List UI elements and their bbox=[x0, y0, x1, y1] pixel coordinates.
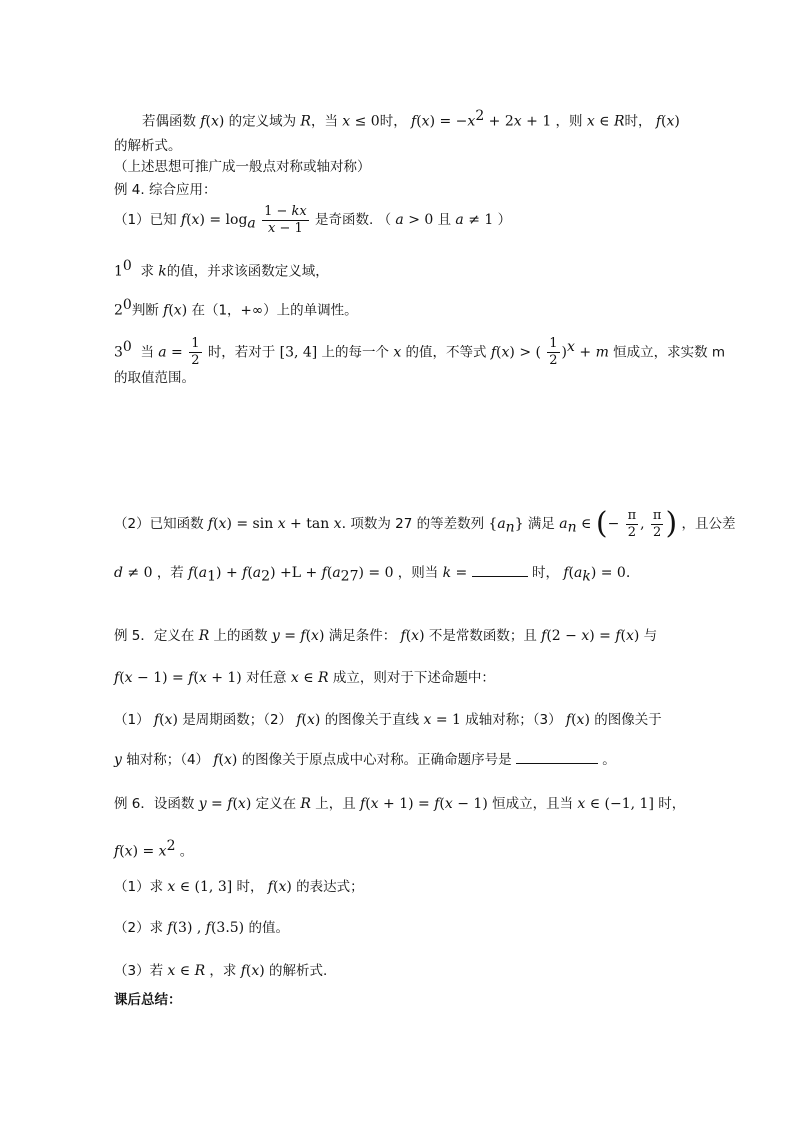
text: ） bbox=[497, 212, 512, 228]
example-5-line-2: f(x − 1) = f(x + 1) 对任意 x ∈ R 成立，则对于下述命题中： bbox=[114, 670, 495, 686]
text: 定义在 bbox=[255, 796, 297, 812]
text: （上述思想可推广成一般点对称或轴对称） bbox=[114, 159, 371, 175]
text: （2）求 bbox=[114, 920, 164, 936]
text: 的解析式。 bbox=[114, 138, 182, 154]
text: 的图像关于 bbox=[594, 712, 662, 728]
text: 时，若对于 bbox=[207, 344, 276, 361]
example-5-line-4: y 轴对称；（4） f(x) 的图像关于原点成中心对称。正确命题序号是 。 bbox=[114, 752, 616, 768]
example-6-part-3: （3）若 x ∈ R ，求 f(x) 的解析式. bbox=[114, 963, 328, 979]
text: 的图像关于原点成中心对称。正确命题序号是 bbox=[241, 752, 512, 768]
step-2: $2^0$判断 f(x) 在（1，+∞）上的单调性。 bbox=[114, 297, 358, 319]
fraction: $\frac{\pi}{2}$ bbox=[627, 507, 637, 540]
summary-heading bbox=[114, 990, 182, 1010]
problem-intro-line-2 bbox=[114, 136, 182, 156]
text: 求 bbox=[140, 263, 154, 280]
answer-blank bbox=[516, 751, 598, 764]
text: 的值，不等式 bbox=[405, 344, 487, 361]
note-line bbox=[114, 157, 371, 177]
text: 的取值范围。 bbox=[114, 370, 195, 386]
text: 是周期函数；（2） bbox=[182, 712, 293, 728]
fraction: $\frac{\pi}{2}$ bbox=[652, 507, 662, 540]
example-5-line-3: （1） f(x) 是周期函数；（2） f(x) 的图像关于直线 x = 1 成轴对称；（3） f(x) 的图像关于 bbox=[114, 712, 662, 728]
text: ，当 bbox=[310, 113, 338, 130]
text: 恒成立，且当 bbox=[492, 796, 574, 812]
text: 轴对称；（4） bbox=[126, 752, 210, 768]
fraction: $\frac{1}{2}$ bbox=[191, 336, 200, 368]
text: 上，且 bbox=[315, 796, 356, 812]
example-6-line-2: $f(x) = x^2$ 。 bbox=[114, 838, 194, 860]
example-4-part-2-cont: d ≠ 0 ，若 $f(a_1) + f(a_2) +L + f(a_{27}) = 0$ ，则当 k = 时， $f(a_k) = 0$. bbox=[114, 565, 631, 585]
text: 的解析式. bbox=[269, 963, 328, 979]
example-4-part-2: （2）已知函数 f(x) = sin x + tan x. 项数为 27 的等差数列 $\{a_n\}$ 满足 $a_n$ ∈ (− $\frac{\pi}{2}$ , $\frac{\pi}{2}$ ) ，且公差 bbox=[114, 506, 736, 541]
text: 时， bbox=[236, 879, 264, 895]
example-6-part-2: （2）求 f(3) , f(3.5) 的值。 bbox=[114, 920, 289, 936]
text: 上的每一个 bbox=[321, 344, 390, 361]
text: 的值。 bbox=[248, 920, 289, 936]
text: 且 bbox=[437, 212, 452, 228]
text: 满足条件： bbox=[328, 628, 397, 644]
text: ，求 bbox=[209, 963, 237, 979]
text: 是奇函数. （ bbox=[315, 212, 392, 228]
text: （1）求 bbox=[114, 879, 164, 895]
problem-intro-line-1: 若偶函数 f(x) 的定义域为 R，当 x ≤ 0时， $f(x) = -x^2 + 2x + 1$ ，则 x ∈ R时， f(x) bbox=[142, 108, 680, 130]
step-3: $3^0$ 当 a = $\frac{1}{2}$ 时，若对于 [3, 4] 上的每一个 x 的值，不等式 f(x) > ( $\frac{1}{2}$ )$^x$ + m 恒成立，求实数 m bbox=[114, 336, 726, 368]
math-fx: f bbox=[200, 113, 206, 130]
text: 成轴对称；（3） bbox=[465, 712, 562, 728]
text: 的表达式； bbox=[296, 879, 364, 895]
text: 的定义域为 bbox=[228, 113, 297, 130]
text: 满足 bbox=[527, 516, 555, 532]
text: 时， bbox=[658, 796, 686, 812]
text: 时， bbox=[532, 565, 560, 581]
step-1: $1^0$ 求 k的值，并求该函数定义域， bbox=[114, 258, 329, 280]
text: 与 bbox=[643, 628, 658, 644]
text: （3）若 bbox=[114, 963, 164, 979]
text: 判断 bbox=[131, 302, 159, 319]
text: （2）已知函数 bbox=[114, 516, 204, 532]
answer-blank bbox=[472, 564, 528, 577]
fraction: $\frac{1}{2}$ bbox=[549, 336, 558, 368]
text: ，且公差 bbox=[681, 516, 736, 532]
text: 若偶函数 bbox=[142, 113, 196, 130]
text: 项数为 27 的等差数列 bbox=[350, 516, 485, 532]
example-6-part-1: （1）求 x ∈ (1, 3] 时， f(x) 的表达式； bbox=[114, 879, 364, 895]
text: 在（1，+∞）上的单调性。 bbox=[191, 302, 358, 319]
example-5-line-1: 例 5．定义在 R 上的函数 y = f(x) 满足条件： f(x) 不是常数函数；且 f(2 − x) = f(x) 与 bbox=[114, 628, 658, 644]
example-6-line-1: 例 6．设函数 y = f(x) 定义在 R 上，且 f(x + 1) = f(x − 1) 恒成立，且当 x ∈ (−1, 1] 时， bbox=[114, 796, 686, 812]
text: 。 bbox=[179, 843, 194, 860]
text: 例 5．定义在 bbox=[114, 628, 195, 644]
text: 恒成立，求实数 m bbox=[613, 344, 726, 361]
fraction: $\frac{1 - kx}{x - 1}$ bbox=[264, 203, 307, 236]
text: 不是常数函数；且 bbox=[428, 628, 537, 644]
example-4-part-1: （1）已知 $f(x) = \log_a$ $\frac{1 - kx}{x - 1}$ 是奇函数. （ a > 0 且 a ≠ 1 ） bbox=[114, 203, 512, 236]
text: 当 bbox=[140, 344, 154, 361]
text: 例 4. 综合应用： bbox=[114, 182, 217, 198]
text: ，则 bbox=[555, 113, 583, 130]
text: 对任意 bbox=[246, 670, 287, 686]
text: （1）已知 bbox=[114, 212, 177, 228]
text: 时， bbox=[379, 113, 407, 130]
text: ，则当 bbox=[397, 565, 439, 581]
text: 时， bbox=[624, 113, 652, 130]
text: ，若 bbox=[156, 565, 184, 581]
step-3-cont bbox=[114, 368, 195, 388]
text: 上的函数 bbox=[213, 628, 268, 644]
example-4-title bbox=[114, 180, 216, 200]
text: （1） bbox=[114, 712, 150, 728]
text: 课后总结： bbox=[114, 992, 182, 1008]
text: 的值，并求该函数定义域， bbox=[166, 263, 329, 280]
text: 例 6．设函数 bbox=[114, 796, 195, 812]
text: 的图像关于直线 bbox=[324, 712, 420, 728]
text: 成立，则对于下述命题中： bbox=[332, 670, 495, 686]
text: 。 bbox=[602, 752, 616, 768]
